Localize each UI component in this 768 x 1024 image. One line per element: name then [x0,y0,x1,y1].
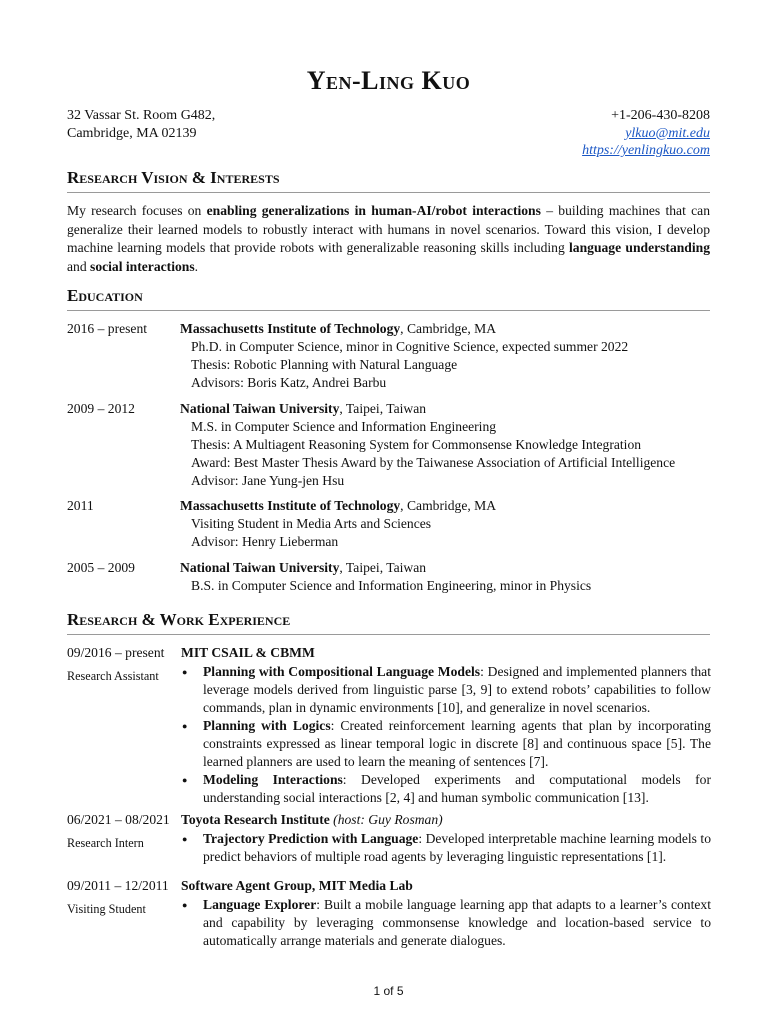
education-detail: M.S. in Computer Science and Information Engineering [191,419,497,434]
education-detail: Visiting Student in Media Arts and Sciences [191,516,432,531]
research-paragraph [67,202,710,276]
research-text-2: – building machines that can generalize their learned models to robustly interact with humans in novel scenarios. Toward this vision, I develop machine learning models that provide robots with generalizable reasoning skills including [67,203,710,255]
bullet-lead: Planning with Compositional Language Models [203,664,481,679]
education-detail: Ph.D. in Computer Science, minor in Cognitive Science, expected summer 2022 [191,339,629,354]
bullet-text: : Designed and implemented planners that leverage models derived from linguistic parse [3, 9] to extend robots’ capabilities to follow commands, plan in dynamic environments [10], and generalize in novel scenarios. [203,664,711,715]
organization-name: Software Agent Group, MIT Media Lab [181,878,413,893]
research-text-3: and [67,258,91,274]
bullet-lead: Trajectory Prediction with Language [203,831,419,846]
research-section-title: Research Vision & Interests [67,168,280,187]
candidate-name: Yen-Ling Kuo [306,66,471,95]
experience-role: Research Intern [67,836,144,850]
education-detail: Thesis: Robotic Planning with Natural Language [191,357,458,372]
education-detail: Advisors: Boris Katz, Andrei Barbu [191,375,387,390]
list-item [181,771,711,807]
experience-section-title: Research & Work Experience [67,610,291,629]
address-line-2: Cambridge, MA 02139 [67,125,197,141]
experience-date: 09/2011 – 12/2011 [67,878,169,893]
school-name: Massachusetts Institute of Technology [180,321,401,336]
education-date: 2009 – 2012 [67,401,135,416]
list-item [181,830,711,866]
address [67,107,215,142]
experience-date: 09/2016 – present [67,645,165,660]
education-section-title: Education [67,286,143,305]
resume-page [67,0,710,1024]
school-name: Massachusetts Institute of Technology [180,498,401,513]
education-detail: B.S. in Computer Science and Information Engineering, minor in Physics [191,578,592,593]
bullet-lead: Language Explorer [203,897,317,912]
education-date: 2005 – 2009 [67,560,135,575]
experience-bullets [181,830,711,866]
experience-bullets [181,663,711,807]
experience-organization [181,877,413,895]
bullet-lead: Modeling Interactions [203,772,343,787]
research-text-1: My research focuses on [67,203,207,218]
education-detail: Award: Best Master Thesis Award by the Taiwanese Association of Artificial Intelligence [191,455,676,470]
bullet-text: : Developed experiments and computational models for understanding social interactions [2, 4] and human symbolic communication [13]. [203,772,711,805]
education-detail: Advisor: Jane Yung-jen Hsu [191,473,345,488]
list-item [181,663,711,717]
research-bold-2: language understanding [569,240,710,255]
list-item [181,896,711,950]
organization-host: (host: Guy Rosman) [329,812,443,827]
school-location: , Cambridge, MA [400,321,497,336]
education-detail: Thesis: A Multiagent Reasoning System for Commonsense Knowledge Integration [191,437,642,452]
address-line-1: 32 Vassar St. Room G482, [67,108,216,123]
phone-number: +1-206-430-8208 [611,108,710,123]
research-bold-1: enabling generalizations in human-AI/robot interactions [206,203,541,218]
section-divider [67,192,710,193]
organization-name: MIT CSAIL & CBMM [181,645,315,660]
school-name: National Taiwan University [180,401,340,416]
bullet-text: : Developed interpretable machine learning models to predict behaviors of multiple road agents by leveraging linguistic representations [1]. [203,831,711,864]
school-name: National Taiwan University [180,560,340,575]
bullet-text: : Created reinforcement learning agents that plan by incorporating constraints expressed as linear temporal logic in discrete [8] and continuous space [5]. The learned planners are used to learn the meaning of sentences [7]. [203,718,711,769]
school-location: , Taipei, Taiwan [339,401,427,416]
page-number: 1 of 5 [373,984,404,998]
school-location: , Taipei, Taiwan [339,560,427,575]
experience-role: Research Assistant [67,669,159,683]
website-link[interactable]: https://yenlingkuo.com [582,143,710,158]
experience-date: 06/2021 – 08/2021 [67,812,170,827]
education-date: 2011 [67,498,94,513]
education-date: 2016 – present [67,321,148,336]
research-text-4: . [194,258,199,274]
experience-organization [181,811,443,829]
bullet-text: : Built a mobile language learning app that adapts to a learner’s context and capability by leveraging commonsense knowledge and location-based service to automatically arrange materials and generate dialogues. [203,897,711,948]
school-location: , Cambridge, MA [400,498,497,513]
section-divider [67,310,710,311]
bullet-lead: Planning with Logics [203,718,331,733]
education-detail: Advisor: Henry Lieberman [191,534,339,549]
experience-bullets [181,896,711,950]
experience-organization [181,644,315,662]
contact-details [582,107,710,160]
research-bold-3: social interactions [90,258,195,274]
email-link[interactable]: ylkuo@mit.edu [625,125,710,141]
experience-role: Visiting Student [67,902,146,916]
list-item [181,717,711,771]
section-divider [67,634,710,635]
organization-name: Toyota Research Institute [181,812,330,827]
